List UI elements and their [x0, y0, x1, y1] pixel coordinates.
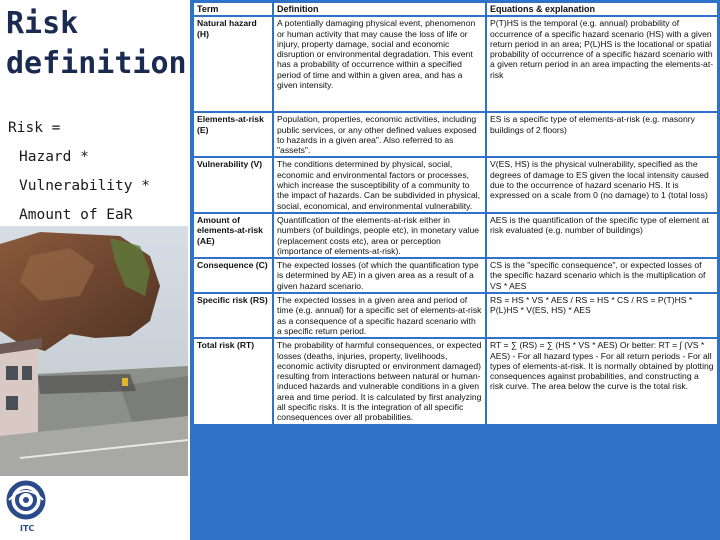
table-row-hazard [194, 17, 717, 111]
definition-cell: Quantification of the elements-at-risk either in numbers (of buildings, people etc), in monetary value (replacement costs etc), area or perception (importance of elements-at-risk). [274, 214, 485, 257]
table-row-vulnerability [194, 158, 717, 211]
table-row-specific-risk [194, 294, 717, 337]
table-row-amount [194, 214, 717, 257]
definition-cell: Population, properties, economic activities, including public services, or any other defined values exposed to hazards in a given area". Also referred to as "assets". [274, 113, 485, 156]
landslide-photo [0, 226, 188, 476]
formula-line-1: Risk = [8, 120, 61, 136]
term-cell: Consequence (C) [194, 259, 272, 292]
equations-cell: RT = ∑ (RS) = ∑ (HS * VS * AES) Or better: RT = ∫ (VS * AES) - For all hazard types - For all return periods - For all types of elements-at-risk. It is normally obtained by plotting consequences against probabilities, and constructing a risk curve. The area below the curve is the total risk. [487, 339, 717, 423]
table-row-elements-at-risk [194, 113, 717, 156]
table-row-consequence [194, 259, 717, 292]
term-cell: Vulnerability (V) [194, 158, 272, 211]
header-equations: Equations & explanation [487, 3, 717, 15]
equations-cell: RS = HS * VS * AES / RS = HS * CS / RS = P(T)HS * P(L)HS * V(ES, HS) * AES [487, 294, 717, 337]
term-cell: Elements-at-risk (E) [194, 113, 272, 156]
title-line-1: Risk [6, 6, 79, 41]
equations-cell: V(ES, HS) is the physical vulnerability, specified as the degrees of damage to ES given the local intensity caused due to the occurrence of hazard scenario HS. It is expressed on a scale from 0 (no damage) to 1 (total loss) [487, 158, 717, 211]
formula-line-2: Hazard * [19, 149, 89, 165]
definition-cell: A potentially damaging physical event, phenomenon or human activity that may cause the loss of life or injury, property damage, social and economic disruption or environmental degradation. This event has a probability of occurrence within a specified period of time and within a given area, and has a given intensity. [274, 17, 485, 111]
table-header-row [194, 3, 717, 15]
definition-cell: The expected losses in a given area and period of time (e.g. annual) for a specific set of elements-at-risk as a consequence of a specific hazard scenario with a specific return period. [274, 294, 485, 337]
risk-formula [8, 114, 150, 230]
term-cell: Amount of elements-at-risk (AE) [194, 214, 272, 257]
equations-cell: ES is a specific type of elements-at-risk (e.g. masonry buildings of 2 floors) [487, 113, 717, 156]
definition-cell: The expected losses (of which the quantification type is determined by AE) in a given area as a result of a given hazard scenario. [274, 259, 485, 292]
definition-cell: The probability of harmful consequences, or expected losses (deaths, injuries, property, livelihoods, economic activity disrupted or environment damaged) resulting from interactions between natural or human-induced hazards and vulnerable conditions in a given area and time period. It is calculated by first analyzing all specific risks. It is the integration of all specific consequences over all probabilities. [274, 339, 485, 423]
header-definition: Definition [274, 3, 485, 15]
slide-title [6, 4, 187, 84]
itc-logo-text: ITC [20, 524, 35, 533]
equations-cell: P(T)HS is the temporal (e.g. annual) probability of occurrence of a specific hazard scenario (HS) with a given return period in an area; P(L)HS is the locational or spatial probability of occurrence of a specific hazard scenario with a given return period in an area impacting the elements-at-risk [487, 17, 717, 111]
risk-definition-table [190, 0, 720, 540]
equations-cell: AES is the quantification of the specific type of element at risk evaluated (e.g. number of buildings) [487, 214, 717, 257]
term-cell: Natural hazard (H) [194, 17, 272, 111]
equations-cell: CS is the "specific consequence", or expected losses of the specific hazard scenario which is the multiplication of VS * AES [487, 259, 717, 292]
title-line-2: definition [6, 46, 187, 81]
table-row-total-risk [194, 339, 717, 423]
header-term: Term [194, 3, 272, 15]
formula-line-4: Amount of EaR [19, 207, 133, 223]
definition-cell: The conditions determined by physical, social, economic and environmental factors or processes, which increase the susceptibility of a community to the impact of hazards. Can be subdivided in physical, social, economical, and environmental vulnerability. [274, 158, 485, 211]
left-panel [0, 0, 190, 540]
formula-line-3: Vulnerability * [19, 178, 150, 194]
term-cell: Total risk (RT) [194, 339, 272, 423]
term-cell: Specific risk (RS) [194, 294, 272, 337]
